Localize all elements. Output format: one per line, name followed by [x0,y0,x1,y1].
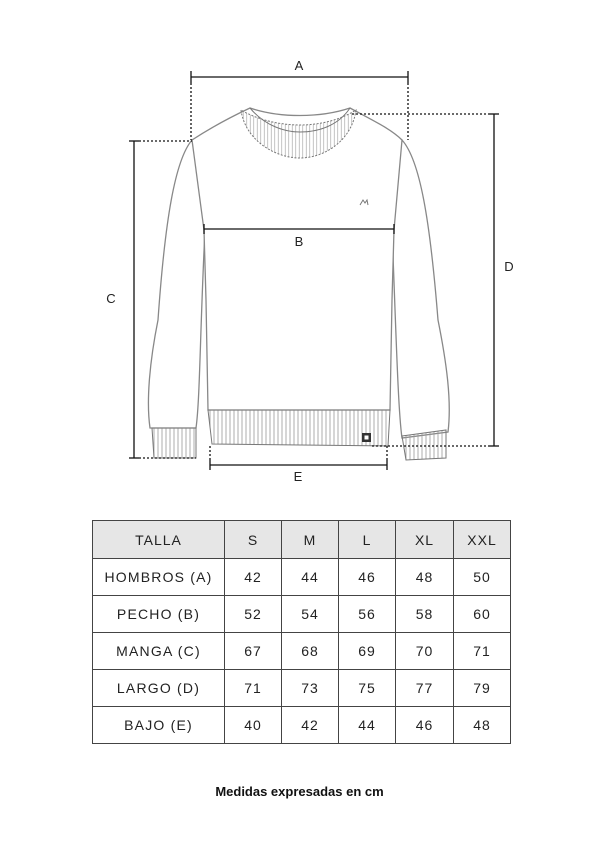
table-row [93,670,511,707]
row-label: PECHO (B) [93,596,225,633]
hem-tag [362,433,371,442]
table-cell: 77 [396,670,454,707]
label-d: D [504,259,514,274]
table-cell: 60 [454,596,511,633]
table-cell: 71 [454,633,511,670]
header-size-m: M [282,521,339,559]
table-cell: 73 [282,670,339,707]
table-row [93,596,511,633]
table-cell: 69 [339,633,396,670]
row-label: BAJO (E) [93,707,225,744]
table-cell: 70 [396,633,454,670]
table-header-row [93,521,511,559]
header-size-xl: XL [396,521,454,559]
row-label: MANGA (C) [93,633,225,670]
table-cell: 52 [225,596,282,633]
table-cell: 58 [396,596,454,633]
row-label: HOMBROS (A) [93,559,225,596]
table-cell: 67 [225,633,282,670]
table-cell: 40 [225,707,282,744]
header-size-xxl: XXL [454,521,511,559]
size-chart-table [92,520,511,744]
left-cuff [152,428,196,458]
table-row [93,707,511,744]
table-cell: 71 [225,670,282,707]
table-cell: 46 [396,707,454,744]
table-cell: 79 [454,670,511,707]
table-cell: 42 [225,559,282,596]
table-row [93,633,511,670]
table-cell: 56 [339,596,396,633]
label-e: E [293,469,303,484]
footnote: Medidas expresadas en cm [215,784,384,799]
table-cell: 54 [282,596,339,633]
table-row [93,559,511,596]
table-cell: 75 [339,670,396,707]
table-cell: 44 [282,559,339,596]
label-c: C [106,291,116,306]
table-cell: 42 [282,707,339,744]
header-talla: TALLA [93,521,225,559]
label-b: B [294,234,304,249]
row-label: LARGO (D) [93,670,225,707]
left-sleeve [148,140,205,428]
table-cell: 48 [454,707,511,744]
table-cell: 50 [454,559,511,596]
header-size-s: S [225,521,282,559]
table-cell: 44 [339,707,396,744]
right-sleeve [390,140,449,438]
table-cell: 46 [339,559,396,596]
table-cell: 48 [396,559,454,596]
table-cell: 68 [282,633,339,670]
label-a: A [294,58,304,73]
header-size-l: L [339,521,396,559]
